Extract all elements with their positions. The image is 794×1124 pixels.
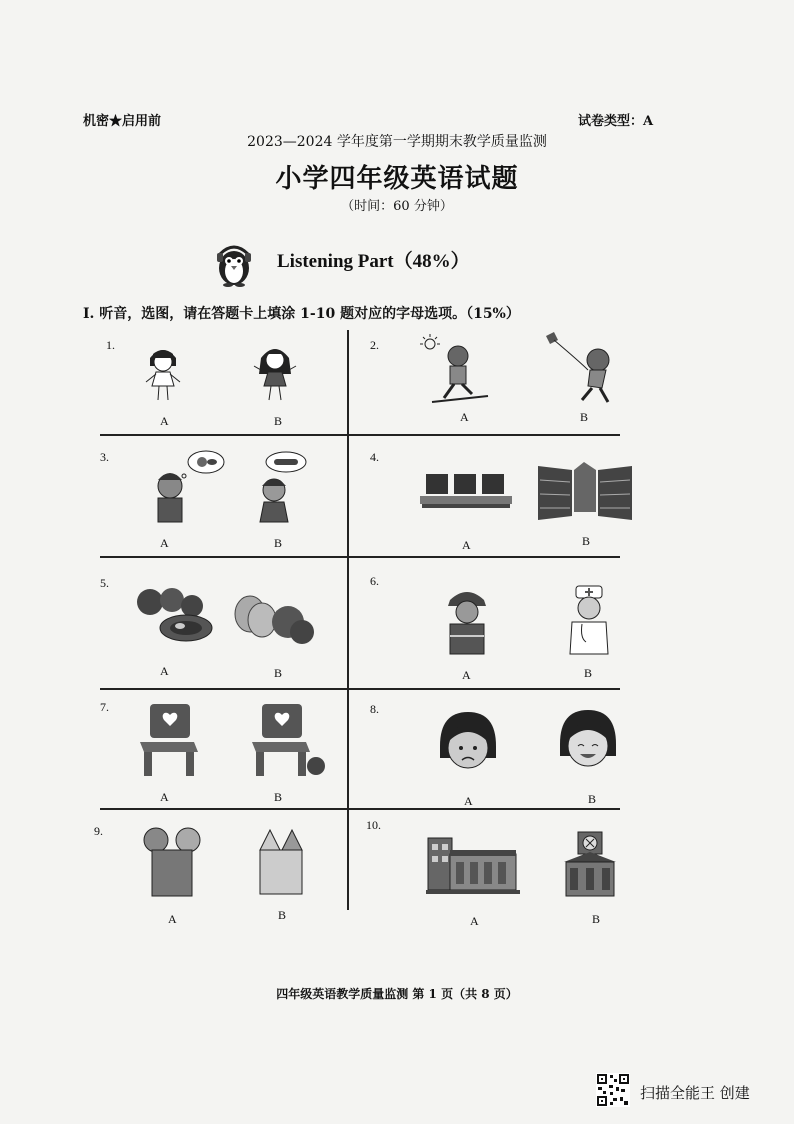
chair-ball-icon <box>248 702 326 778</box>
penguin-icon <box>210 240 258 288</box>
part-title: Listening Part（48%） <box>277 251 470 272</box>
option-a-label: A <box>168 912 177 926</box>
option-b-label: B <box>592 912 601 926</box>
page-footer: 四年级英语教学质量监测 第 1 页（共 8 页） <box>276 987 518 1001</box>
happy-face-icon <box>556 708 620 772</box>
doctor-icon <box>562 582 616 658</box>
boy-thinking-food-icon <box>146 448 228 528</box>
question-number: 1. <box>106 338 115 352</box>
bookshelves-icon <box>538 460 632 522</box>
question-number: 2. <box>370 338 379 352</box>
question-number: 9. <box>94 824 103 838</box>
option-b-label: B <box>582 534 591 548</box>
clock-tower-building-icon <box>560 828 620 900</box>
option-b-label: B <box>274 414 283 428</box>
page-title: 小学四年级英语试题 <box>275 164 519 194</box>
paper-type-label: 试卷类型：A <box>578 114 654 129</box>
question-number: 3. <box>100 450 109 464</box>
tomatoes-meat-icon <box>130 584 222 646</box>
qr-code-icon <box>596 1073 630 1107</box>
option-a-label: A <box>160 536 169 550</box>
option-b-label: B <box>274 666 283 680</box>
confidential-label: 机密★启用前 <box>83 114 162 129</box>
option-a-label: A <box>470 914 479 928</box>
grid-divider <box>348 434 620 436</box>
computers-icon <box>420 470 512 512</box>
eggs-potatoes-icon <box>230 592 314 652</box>
grid-divider <box>100 808 348 810</box>
boy-running-sun-icon <box>418 334 502 406</box>
library-building-icon <box>426 836 520 896</box>
option-a-label: A <box>462 538 471 552</box>
boy-flying-kite-icon <box>540 332 620 404</box>
option-b-label: B <box>274 790 283 804</box>
fireman-icon <box>440 584 494 658</box>
option-a-label: A <box>462 668 471 682</box>
question-grid <box>94 330 620 928</box>
section-instruction: I. 听音，选图，请在答题卡上填涂 1-10 题对应的字母选项。（15%） <box>83 306 520 322</box>
option-a-label: A <box>160 790 169 804</box>
question-number: 4. <box>370 450 379 464</box>
option-b-label: B <box>278 908 287 922</box>
time-limit: （时间：60 分钟） <box>341 199 453 214</box>
question-number: 8. <box>370 702 379 716</box>
option-a-label: A <box>464 794 473 808</box>
chair-icon <box>136 702 202 778</box>
grid-divider <box>348 688 620 690</box>
square-triangles-icon <box>256 826 308 898</box>
option-b-label: B <box>588 792 597 806</box>
question-number: 5. <box>100 576 109 590</box>
scanner-watermark: 扫描全能王 创建 <box>640 1084 750 1102</box>
option-b-label: B <box>580 410 589 424</box>
option-b-label: B <box>584 666 593 680</box>
grid-divider <box>100 434 348 436</box>
grid-divider-vertical <box>347 330 349 910</box>
question-number: 6. <box>370 574 379 588</box>
option-a-label: A <box>160 664 169 678</box>
square-circles-icon <box>140 826 204 900</box>
short-hair-girl-icon <box>138 342 188 404</box>
exam-name: 2023—2024 学年度第一学期期末教学质量监测 <box>247 134 547 150</box>
sad-face-icon <box>436 710 500 774</box>
option-b-label: B <box>274 536 283 550</box>
question-number: 10. <box>366 818 381 832</box>
grid-divider <box>348 556 620 558</box>
girl-thinking-food-icon <box>248 450 322 528</box>
option-a-label: A <box>160 414 169 428</box>
grid-divider <box>348 808 620 810</box>
question-number: 7. <box>100 700 109 714</box>
option-a-label: A <box>460 410 469 424</box>
grid-divider <box>100 688 348 690</box>
grid-divider <box>100 556 348 558</box>
long-hair-girl-icon <box>248 340 302 404</box>
